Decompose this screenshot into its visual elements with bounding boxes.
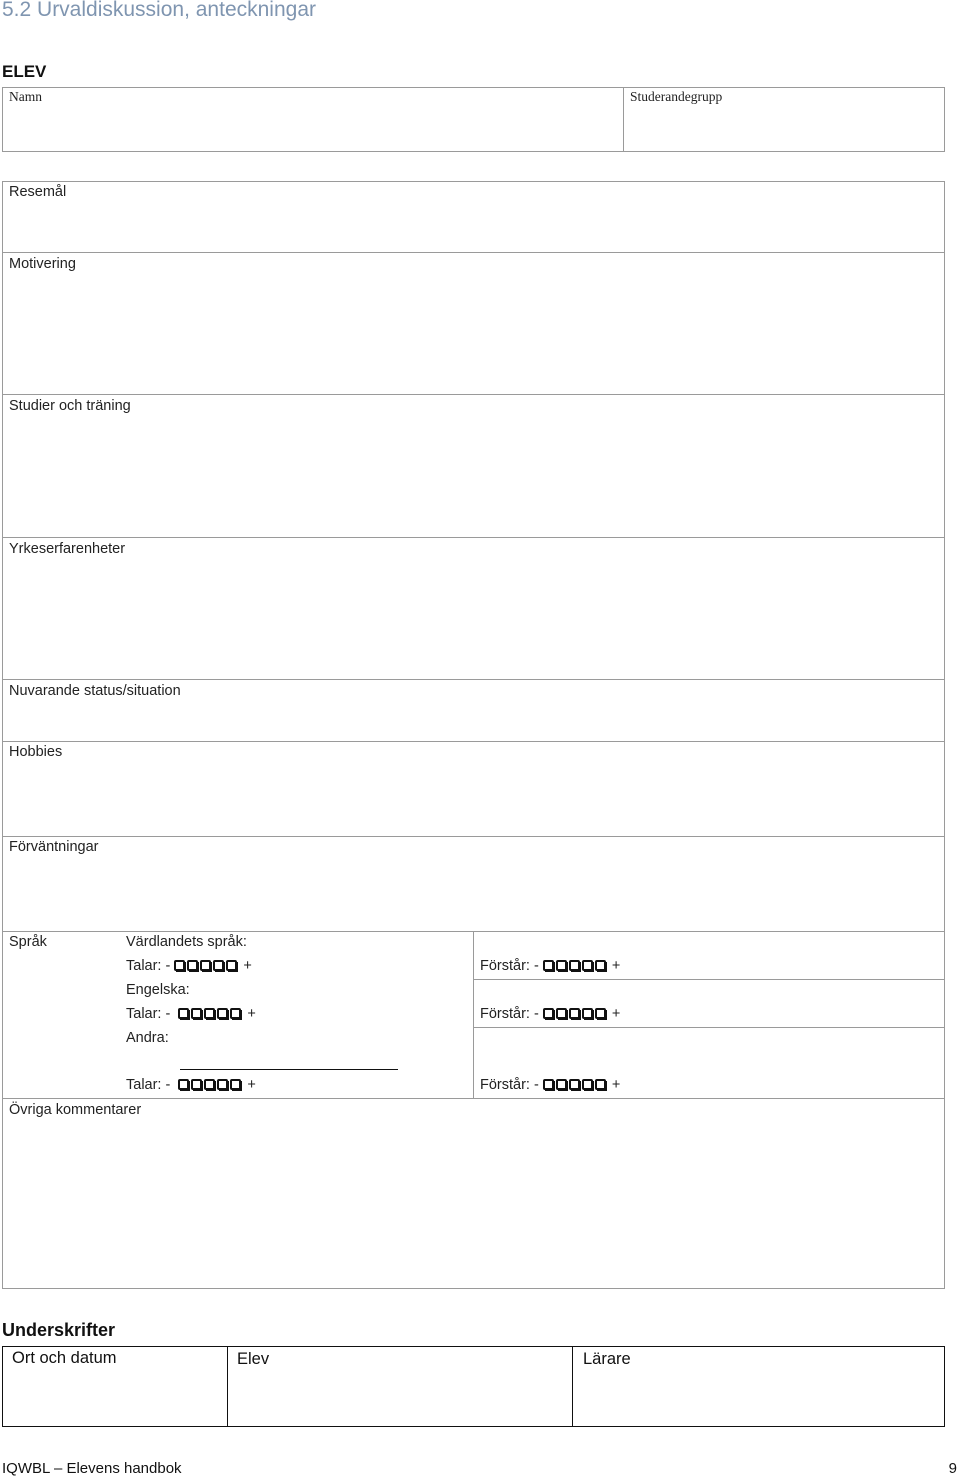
place-date-label: Ort och datum xyxy=(12,1349,117,1367)
plus-label: + xyxy=(611,1077,621,1093)
place-date-field[interactable] xyxy=(3,1372,226,1426)
rating-checkbox[interactable] xyxy=(204,1079,215,1090)
other-speaks-scale xyxy=(126,1077,256,1094)
rating-checkbox[interactable] xyxy=(230,1008,241,1019)
rating-checkbox[interactable] xyxy=(582,1079,593,1090)
yrke-field[interactable] xyxy=(3,560,944,678)
motivering-label: Motivering xyxy=(9,256,76,272)
status-label: Nuvarande status/situation xyxy=(9,683,181,699)
row-divider xyxy=(2,679,945,680)
footer-text: IQWBL – Elevens handbok xyxy=(2,1460,182,1477)
name-field[interactable] xyxy=(3,106,622,151)
rating-checkbox[interactable] xyxy=(582,1008,593,1019)
plus-label: + xyxy=(611,958,621,974)
rating-checkbox[interactable] xyxy=(556,1008,567,1019)
other-language-blank[interactable] xyxy=(180,1069,398,1070)
row-divider xyxy=(2,394,945,395)
rating-checkbox[interactable] xyxy=(569,1008,580,1019)
rating-checkbox[interactable] xyxy=(582,960,593,971)
english-understands-scale xyxy=(480,1006,620,1023)
rating-checkbox[interactable] xyxy=(569,960,580,971)
rating-checkbox[interactable] xyxy=(217,1008,228,1019)
host-understands-scale xyxy=(480,958,620,975)
rating-checkbox[interactable] xyxy=(213,960,224,971)
ovriga-field[interactable] xyxy=(3,1125,944,1288)
rating-checkbox[interactable] xyxy=(595,1008,606,1019)
student-signature-label: Elev xyxy=(237,1350,270,1368)
understands-label: Förstår: - xyxy=(480,1077,539,1093)
page-title: 5.2 Urvaldiskussion, anteckningar xyxy=(2,0,316,21)
ovriga-label: Övriga kommentarer xyxy=(9,1102,142,1118)
name-label: Namn xyxy=(9,89,42,104)
motivering-field[interactable] xyxy=(3,275,944,393)
understands-rating-boxes[interactable] xyxy=(543,1007,608,1023)
rating-checkbox[interactable] xyxy=(178,1008,189,1019)
understands-rating-boxes[interactable] xyxy=(543,959,608,975)
yrke-label: Yrkeserfarenheter xyxy=(9,541,126,557)
rating-checkbox[interactable] xyxy=(543,1008,554,1019)
host-language-label: Värdlandets språk: xyxy=(126,934,247,950)
rating-checkbox[interactable] xyxy=(595,1079,606,1090)
speaks-label: Talar: - xyxy=(126,1077,171,1093)
teacher-signature-label: Lärare xyxy=(583,1350,631,1368)
rating-checkbox[interactable] xyxy=(191,1079,202,1090)
row-divider xyxy=(2,537,945,538)
plus-label: + xyxy=(247,1006,256,1022)
row-divider xyxy=(2,741,945,742)
forvantningar-field[interactable] xyxy=(3,859,944,930)
understands-label: Förstår: - xyxy=(480,958,539,974)
speaks-label: Talar: - xyxy=(126,958,171,974)
other-understands-scale xyxy=(480,1077,620,1094)
plus-label: + xyxy=(247,1077,256,1093)
other-language-label: Andra: xyxy=(126,1030,169,1046)
teacher-signature-field[interactable] xyxy=(573,1372,944,1426)
rating-checkbox[interactable] xyxy=(543,960,554,971)
hobbies-field[interactable] xyxy=(3,764,944,835)
group-label: Studerandegrupp xyxy=(630,89,723,104)
understands-rating-boxes[interactable] xyxy=(543,1078,608,1094)
understands-label: Förstår: - xyxy=(480,1006,539,1022)
rating-checkbox[interactable] xyxy=(187,960,198,971)
status-field[interactable] xyxy=(3,702,944,740)
rating-checkbox[interactable] xyxy=(191,1008,202,1019)
language-row-divider xyxy=(473,1027,945,1028)
rating-checkbox[interactable] xyxy=(226,960,237,971)
row-divider xyxy=(2,252,945,253)
rating-checkbox[interactable] xyxy=(595,960,606,971)
sprak-label: Språk xyxy=(9,934,47,950)
plus-label: + xyxy=(243,958,252,974)
student-signature-field[interactable] xyxy=(228,1372,571,1426)
resemal-label: Resemål xyxy=(9,184,67,200)
group-field[interactable] xyxy=(624,106,944,151)
rating-checkbox[interactable] xyxy=(174,960,185,971)
row-divider xyxy=(2,1098,945,1099)
language-row-divider xyxy=(473,979,945,980)
rating-checkbox[interactable] xyxy=(569,1079,580,1090)
resemal-field[interactable] xyxy=(3,203,944,251)
studier-field[interactable] xyxy=(3,417,944,536)
row-divider xyxy=(2,836,945,837)
elev-heading: ELEV xyxy=(2,62,47,81)
studier-label: Studier och träning xyxy=(9,398,131,414)
rating-checkbox[interactable] xyxy=(204,1008,215,1019)
speaks-rating-boxes[interactable] xyxy=(174,959,239,975)
rating-checkbox[interactable] xyxy=(230,1079,241,1090)
page-number: 9 xyxy=(948,1460,957,1477)
language-col-divider xyxy=(473,931,474,1098)
rating-checkbox[interactable] xyxy=(556,960,567,971)
rating-checkbox[interactable] xyxy=(556,1079,567,1090)
hobbies-label: Hobbies xyxy=(9,744,63,760)
plus-label: + xyxy=(611,1006,621,1022)
signatures-heading: Underskrifter xyxy=(2,1320,116,1340)
rating-checkbox[interactable] xyxy=(217,1079,228,1090)
speaks-label: Talar: - xyxy=(126,1006,171,1022)
rating-checkbox[interactable] xyxy=(543,1079,554,1090)
english-label: Engelska: xyxy=(126,982,190,998)
english-speaks-scale xyxy=(126,1006,256,1023)
rating-checkbox[interactable] xyxy=(200,960,211,971)
forvantningar-label: Förväntningar xyxy=(9,839,99,855)
speaks-rating-boxes[interactable] xyxy=(178,1007,243,1023)
host-speaks-scale xyxy=(126,958,252,975)
rating-checkbox[interactable] xyxy=(178,1079,189,1090)
speaks-rating-boxes[interactable] xyxy=(178,1078,243,1094)
